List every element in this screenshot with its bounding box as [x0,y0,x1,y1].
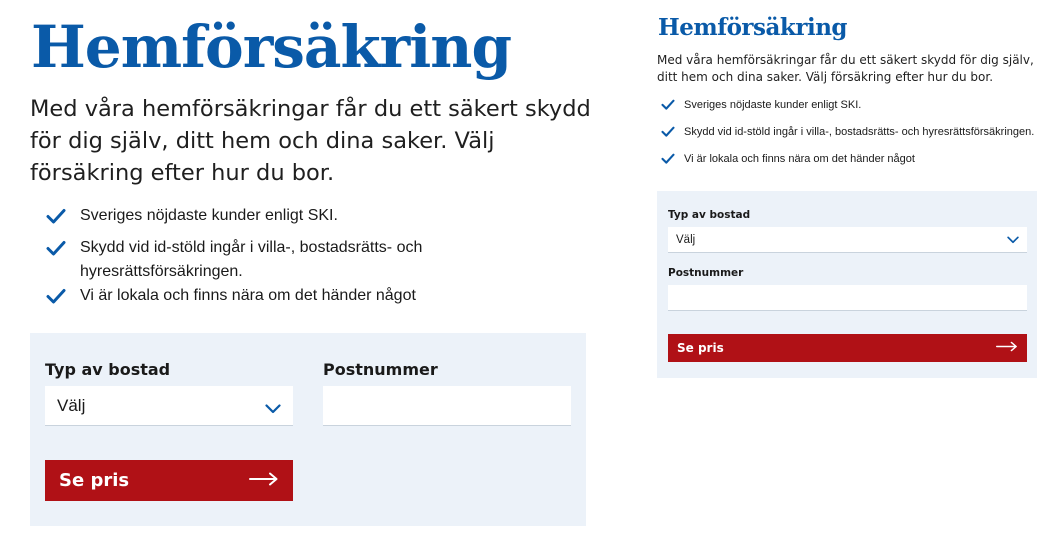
benefit-text: Sveriges nöjdaste kunder enligt SKI. [684,99,862,111]
housing-type-value: Välj [676,233,696,246]
housing-type-value: Välj [57,395,86,415]
benefit-text: Vi är lokala och finns nära om det händer något [80,287,416,304]
housing-type-select[interactable] [45,386,293,426]
postcode-input[interactable] [668,285,1027,311]
list-item [46,204,526,228]
housing-type-label: Typ av bostad [668,209,751,221]
see-price-label: Se pris [59,470,130,491]
check-icon [46,204,80,224]
list-item [661,124,1043,140]
list-item [661,97,1043,113]
housing-type-select[interactable] [668,227,1027,253]
page-title: Hemförsäkring [31,13,511,81]
page-title: Hemförsäkring [658,14,847,41]
postcode-label: Postnummer [668,267,744,279]
benefit-list [661,97,1043,178]
check-icon [46,236,80,256]
list-item [46,284,526,308]
insurance-panel-small [656,0,1044,544]
postcode-input[interactable] [323,386,571,426]
chevron-down-icon [1007,235,1019,247]
check-icon [661,124,684,137]
see-price-button[interactable] [668,334,1027,362]
list-item [46,236,526,284]
list-item [661,151,1043,167]
benefit-text: Skydd vid id-stöld ingår i villa-, bostadsrätts- och hyresrättsförsäkringen. [80,239,423,280]
housing-type-label: Typ av bostad [45,360,171,379]
benefit-text: Sveriges nöjdaste kunder enligt SKI. [80,207,338,224]
arrow-right-icon [996,341,1018,355]
see-price-button[interactable] [45,460,293,501]
see-price-label: Se pris [677,341,724,355]
check-icon [661,151,684,164]
quote-form [30,333,586,526]
check-icon [46,284,80,304]
benefit-text: Vi är lokala och finns nära om det händer något [684,153,915,165]
check-icon [661,97,684,110]
postcode-label: Postnummer [323,360,438,379]
quote-form [657,191,1037,378]
chevron-down-icon [265,399,281,419]
benefit-list [46,204,526,308]
intro-text: Med våra hemförsäkringar får du ett säkert skydd för dig själv, ditt hem och dina saker. Välj försäkring efter hur du bor. [30,96,591,186]
arrow-right-icon [249,470,279,491]
benefit-text: Skydd vid id-stöld ingår i villa-, bostadsrätts- och hyresrättsförsäkringen. [684,126,1035,138]
intro-text: Med våra hemförsäkringar får du ett säkert skydd för dig själv, ditt hem och dina saker. Välj försäkring efter hur du bor. [657,53,1034,84]
